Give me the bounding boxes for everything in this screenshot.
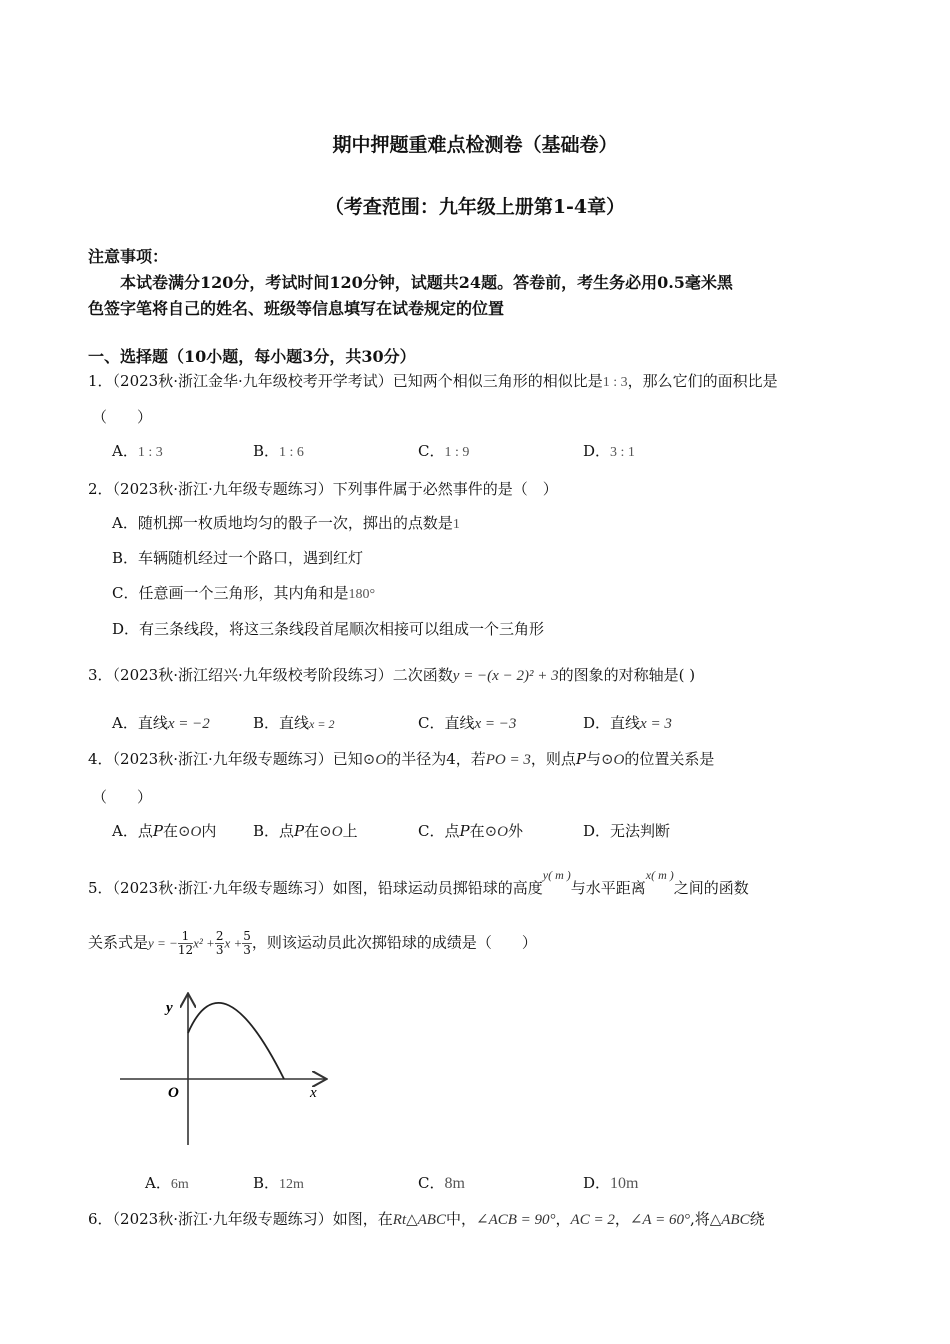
- option-a: A．点P在⊙O内: [112, 822, 217, 840]
- notice-line-2: 色签字笔将自己的姓名、班级等信息填写在试卷规定的位置: [88, 299, 505, 318]
- question-text: 已知两个相似三角形的相似比是: [392, 372, 603, 390]
- question-number: 1．: [88, 372, 113, 390]
- answer-blank: （ ）: [92, 408, 153, 426]
- notice-heading: 注意事项：: [88, 247, 169, 266]
- ratio: 1 : 3: [602, 375, 628, 390]
- option-d: D．直线x = 3: [583, 714, 672, 732]
- option-d: D．有三条线段，将这三条线段首尾顺次相接可以组成一个三角形: [112, 620, 545, 638]
- section-heading: 一、选择题（10小题，每小题3分，共30分）: [88, 347, 416, 366]
- question-text-tail: ，那么它们的面积比是: [627, 372, 778, 390]
- page-subtitle: （考查范围：九年级上册第1-4章）: [324, 196, 626, 218]
- option-a: A．随机掷一枚质地均匀的骰子一次，掷出的点数是1: [112, 514, 460, 532]
- question-1: [88, 370, 778, 391]
- option-b: B．12m: [253, 1174, 304, 1192]
- x-axis-label: x: [310, 1085, 317, 1101]
- option-b: B．车辆随机经过一个路口，遇到红灯: [112, 549, 364, 567]
- option-c: C．直线x = −3: [418, 714, 517, 732]
- question-4: 4．（2023秋·浙江·九年级专题练习）已知⊙O的半径为4，若PO = 3，则点P与⊙O的位置关系是: [88, 750, 715, 768]
- answer-blank: （ ）: [92, 788, 153, 806]
- notice-line-1: 本试卷满分120分，考试时间120分钟，试题共24题。答卷前，考生务必用0.5毫米黑: [120, 273, 733, 292]
- formula: y = −(x − 2)² + 3: [452, 668, 559, 684]
- question-2: 2．（2023秋·浙江·九年级专题练习）下列事件属于必然事件的是（ ）: [88, 480, 558, 498]
- question-source: （2023秋·浙江·九年级专题练习）: [112, 1210, 333, 1228]
- question-5-line-2: 关系式是y = − $\frac{1}{12}$ x² + $\frac{2}{3}$ x + $\frac{5}{3}$ ，则该运动员此次掷铅球的成绩是（ ）: [88, 929, 537, 957]
- page-title: 期中押题重难点检测卷（基础卷）: [332, 134, 618, 156]
- question-3: 3．（2023秋·浙江绍兴·九年级校考阶段练习）二次函数y = −(x − 2)² + 3的图象的对称轴是( ): [88, 666, 696, 684]
- option-a: A．6m: [145, 1174, 189, 1192]
- question-source: （2023秋·浙江·九年级专题练习）: [112, 480, 333, 498]
- question-source: （2023秋·浙江·九年级专题练习）: [112, 750, 333, 768]
- option-a: A．1 : 3: [112, 442, 163, 460]
- question-6: 6．（2023秋·浙江·九年级专题练习）如图，在Rt△ABC中，∠ACB = 90°，AC = 2，∠A = 60°,将△ABC绕: [88, 1210, 765, 1228]
- trajectory-curve: [188, 1003, 284, 1079]
- question-source: （2023秋·浙江·九年级专题练习）: [112, 879, 333, 897]
- option-b: B．直线x = 2: [253, 714, 335, 732]
- trajectory-graph: [110, 985, 340, 1155]
- question-source: （2023秋·浙江绍兴·九年级校考阶段练习）: [112, 666, 393, 684]
- option-c: C．点P在⊙O外: [418, 822, 524, 840]
- option-d: D．无法判断: [583, 822, 671, 840]
- y-axis-label: y: [166, 1000, 173, 1016]
- option-b: B．1 : 6: [253, 442, 304, 460]
- question-5-line-1: 5．（2023秋·浙江·九年级专题练习）如图，铅球运动员掷铅球的高度$^{y( m )}$与水平距离$^{x( m )}$之间的函数: [88, 868, 749, 897]
- option-d: D．10m: [583, 1174, 639, 1192]
- option-c: C．8m: [418, 1174, 465, 1192]
- option-c: C．任意画一个三角形，其内角和是180°: [112, 584, 376, 602]
- question-text: 下列事件属于必然事件的是（ ）: [332, 480, 558, 498]
- option-d: D．3 : 1: [583, 442, 635, 460]
- option-a: A．直线x = −2: [112, 714, 210, 732]
- origin-label: O: [168, 1085, 179, 1101]
- question-source: （2023秋·浙江金华·九年级校考开学考试）: [112, 372, 393, 390]
- option-c: C．1 : 9: [418, 442, 470, 460]
- option-b: B．点P在⊙O上: [253, 822, 358, 840]
